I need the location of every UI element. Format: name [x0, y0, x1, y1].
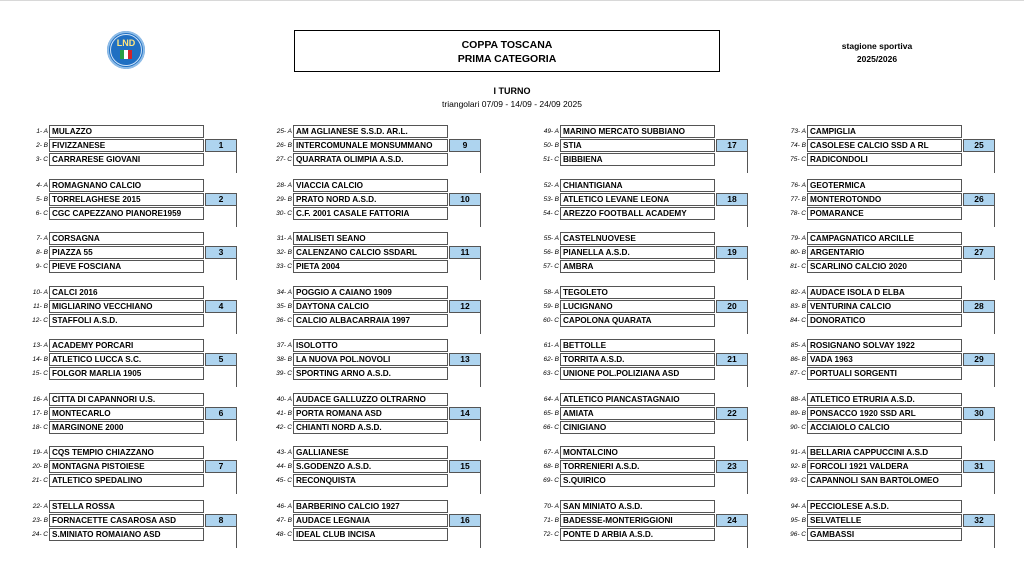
team-code: 17- B — [32, 409, 48, 417]
team-code: 40- A — [276, 395, 292, 403]
team-code: 27- C — [276, 156, 292, 163]
season-value: 2025/2026 — [856, 54, 898, 64]
group-connector-line — [236, 473, 237, 494]
group-number: 21 — [716, 353, 748, 366]
team-code: 25- A — [276, 128, 292, 135]
group-connector-line — [236, 366, 237, 387]
group-number: 6 — [205, 407, 237, 420]
team-code: 70- A — [543, 502, 559, 510]
team-code: 32- B — [276, 249, 292, 256]
team-code: 39- C — [276, 370, 292, 377]
group-number: 4 — [205, 300, 237, 313]
team-code: 34- A — [276, 288, 292, 296]
team-code: 47- B — [276, 516, 292, 524]
team-code: 79- A — [790, 235, 806, 242]
team-name: ATLETICO LEVANE LEONA — [560, 193, 715, 206]
team-name: SELVATELLE — [807, 514, 962, 527]
team-code: 51- C — [543, 156, 559, 163]
team-code: 4- A — [36, 181, 48, 189]
team-name: PRATO NORD A.S.D. — [293, 193, 448, 206]
team-name: IDEAL CLUB INCISA — [293, 528, 448, 541]
team-code: 94- A — [790, 502, 806, 510]
group-connector-line — [747, 366, 748, 387]
group-number: 16 — [449, 514, 481, 527]
team-name: TORRENIERI A.S.D. — [560, 460, 715, 473]
team-code: 77- B — [790, 195, 806, 203]
team-name: STELLA ROSSA — [49, 500, 204, 513]
team-name: VIACCIA CALCIO — [293, 179, 448, 192]
team-name: ARGENTARIO — [807, 246, 962, 259]
team-name: PIANELLA A.S.D. — [560, 246, 715, 259]
team-name: MONTEROTONDO — [807, 193, 962, 206]
group-number: 25 — [963, 139, 995, 152]
team-code: 53- B — [543, 195, 559, 203]
group-number: 2 — [205, 193, 237, 206]
team-code: 81- C — [790, 263, 806, 270]
team-name: INTERCOMUNALE MONSUMMANO — [293, 139, 448, 152]
team-name: PORTA ROMANA ASD — [293, 407, 448, 420]
team-name: MONTALCINO — [560, 446, 715, 459]
group-number: 23 — [716, 460, 748, 473]
team-code: 78- C — [790, 209, 806, 217]
group-connector-line — [994, 259, 995, 280]
team-code: 59- B — [543, 302, 559, 310]
team-code: 58- A — [543, 288, 559, 296]
team-name: ATLETICO ETRURIA A.S.D. — [807, 393, 962, 406]
team-code: 69- C — [543, 477, 559, 484]
group-connector-line — [236, 259, 237, 280]
team-code: 62- B — [543, 356, 559, 363]
team-name: CINIGIANO — [560, 421, 715, 434]
logo-text: LND — [116, 38, 136, 48]
team-name: S.MINIATO ROMAIANO ASD — [49, 528, 204, 541]
team-name: MONTAGNA PISTOIESE — [49, 460, 204, 473]
team-code: 24- C — [32, 530, 48, 538]
team-name: AUDACE LEGNAIA — [293, 514, 448, 527]
team-code: 87- C — [790, 370, 806, 377]
team-code: 28- A — [276, 181, 292, 189]
team-code: 45- C — [276, 477, 292, 484]
team-name: AM AGLIANESE S.S.D. AR.L. — [293, 125, 448, 138]
team-code: 61- A — [543, 342, 559, 349]
team-name: LUCIGNANO — [560, 300, 715, 313]
team-name: BETTOLLE — [560, 339, 715, 352]
group-connector-line — [747, 206, 748, 227]
team-code: 93- C — [790, 477, 806, 484]
group-connector-line — [747, 152, 748, 173]
team-name: CAPOLONA QUARATA — [560, 314, 715, 327]
group-connector-line — [747, 313, 748, 334]
team-code: 46- A — [276, 502, 292, 510]
team-name: ACADEMY PORCARI — [49, 339, 204, 352]
team-name: SPORTING ARNO A.S.D. — [293, 367, 448, 380]
team-name: MARGINONE 2000 — [49, 421, 204, 434]
category-title: PRIMA CATEGORIA — [457, 53, 557, 65]
group-number: 22 — [716, 407, 748, 420]
team-code: 49- A — [543, 128, 559, 135]
group-connector-line — [994, 313, 995, 334]
team-name: AMBRA — [560, 260, 715, 273]
team-name: AUDACE ISOLA D ELBA — [807, 286, 962, 299]
team-name: TORRELAGHESE 2015 — [49, 193, 204, 206]
team-code: 12- C — [32, 316, 48, 324]
team-code: 18- C — [32, 423, 48, 431]
group-connector-line — [994, 152, 995, 173]
team-code: 96- C — [790, 530, 806, 538]
team-code: 36- C — [276, 316, 292, 324]
team-name: CGC CAPEZZANO PIANORE1959 — [49, 207, 204, 220]
team-code: 85- A — [790, 342, 806, 349]
group-connector-line — [236, 313, 237, 334]
team-name: S.GODENZO A.S.D. — [293, 460, 448, 473]
group-connector-line — [480, 527, 481, 548]
team-code: 95- B — [790, 516, 806, 524]
group-connector-line — [480, 366, 481, 387]
team-name: TEGOLETO — [560, 286, 715, 299]
team-name: FORCOLI 1921 VALDERA — [807, 460, 962, 473]
team-name: ATLETICO PIANCASTAGNAIO — [560, 393, 715, 406]
team-name: PIEVE FOSCIANA — [49, 260, 204, 273]
group-connector-line — [994, 473, 995, 494]
group-number: 29 — [963, 353, 995, 366]
team-code: 83- B — [790, 302, 806, 310]
team-name: CALENZANO CALCIO SSDARL — [293, 246, 448, 259]
group-connector-line — [747, 527, 748, 548]
group-connector-line — [747, 473, 748, 494]
team-name: MIGLIARINO VECCHIANO — [49, 300, 204, 313]
group-number: 10 — [449, 193, 481, 206]
team-code: 37- A — [276, 342, 292, 349]
team-code: 54- C — [543, 209, 559, 217]
team-code: 1- A — [36, 128, 48, 135]
group-number: 18 — [716, 193, 748, 206]
team-name: POMARANCE — [807, 207, 962, 220]
season-info — [832, 40, 922, 66]
team-code: 92- B — [790, 463, 806, 470]
group-connector-line — [480, 420, 481, 441]
group-number: 9 — [449, 139, 481, 152]
team-code: 64- A — [543, 395, 559, 403]
team-name: ROMAGNANO CALCIO — [49, 179, 204, 192]
team-name: CHIANTIGIANA — [560, 179, 715, 192]
team-code: 10- A — [32, 288, 48, 296]
team-name: FORNACETTE CASAROSA ASD — [49, 514, 204, 527]
team-name: AREZZO FOOTBALL ACADEMY — [560, 207, 715, 220]
team-name: CARRARESE GIOVANI — [49, 153, 204, 166]
team-name: CALCI 2016 — [49, 286, 204, 299]
team-name: CASOLESE CALCIO SSD A RL — [807, 139, 962, 152]
group-connector-line — [994, 527, 995, 548]
team-code: 2- B — [36, 142, 48, 149]
team-code: 29- B — [276, 195, 292, 203]
group-number: 15 — [449, 460, 481, 473]
team-code: 16- A — [32, 395, 48, 403]
team-name: DONORATICO — [807, 314, 962, 327]
group-number: 31 — [963, 460, 995, 473]
italian-flag-icon — [120, 50, 132, 59]
round-dates: triangolari 07/09 - 14/09 - 24/09 2025 — [442, 99, 582, 109]
team-name: STAFFOLI A.S.D. — [49, 314, 204, 327]
group-number: 14 — [449, 407, 481, 420]
team-name: S.QUIRICO — [560, 474, 715, 487]
team-name: C.F. 2001 CASALE FATTORIA — [293, 207, 448, 220]
team-code: 26- B — [276, 142, 292, 149]
team-code: 76- A — [790, 181, 806, 189]
group-number: 19 — [716, 246, 748, 259]
team-code: 5- B — [36, 195, 48, 203]
group-connector-line — [236, 420, 237, 441]
round-title: I TURNO — [493, 86, 531, 96]
team-code: 31- A — [276, 235, 292, 242]
group-connector-line — [480, 313, 481, 334]
team-code: 20- B — [32, 463, 48, 470]
group-number: 12 — [449, 300, 481, 313]
group-connector-line — [480, 206, 481, 227]
group-connector-line — [480, 152, 481, 173]
team-code: 63- C — [543, 370, 559, 377]
team-name: GEOTERMICA — [807, 179, 962, 192]
team-code: 82- A — [790, 288, 806, 296]
top-border — [0, 0, 1024, 1]
group-number: 28 — [963, 300, 995, 313]
team-name: PONTE D ARBIA A.S.D. — [560, 528, 715, 541]
group-number: 32 — [963, 514, 995, 527]
team-code: 3- C — [35, 156, 48, 163]
team-name: MARINO MERCATO SUBBIANO — [560, 125, 715, 138]
team-name: CASTELNUOVESE — [560, 232, 715, 245]
team-code: 72- C — [543, 530, 559, 538]
team-name: ROSIGNANO SOLVAY 1922 — [807, 339, 962, 352]
team-name: CITTA DI CAPANNORI U.S. — [49, 393, 204, 406]
team-code: 60- C — [543, 316, 559, 324]
group-connector-line — [994, 366, 995, 387]
team-name: ATLETICO SPEDALINO — [49, 474, 204, 487]
competition-title: COPPA TOSCANA — [461, 39, 553, 51]
team-name: CQS TEMPIO CHIAZZANO — [49, 446, 204, 459]
team-code: 22- A — [32, 502, 48, 510]
team-code: 11- B — [32, 302, 48, 310]
group-connector-line — [236, 152, 237, 173]
team-name: SCARLINO CALCIO 2020 — [807, 260, 962, 273]
team-code: 89- B — [790, 409, 806, 417]
team-name: BARBERINO CALCIO 1927 — [293, 500, 448, 513]
team-code: 86- B — [790, 356, 806, 363]
team-code: 74- B — [790, 142, 806, 149]
group-number: 7 — [205, 460, 237, 473]
team-code: 84- C — [790, 316, 806, 324]
team-code: 7- A — [36, 235, 48, 242]
team-name: PIETA 2004 — [293, 260, 448, 273]
team-code: 48- C — [276, 530, 292, 538]
team-name: CALCIO ALBACARRAIA 1997 — [293, 314, 448, 327]
team-name: TORRITA A.S.D. — [560, 353, 715, 366]
team-name: FOLGOR MARLIA 1905 — [49, 367, 204, 380]
team-code: 38- B — [276, 356, 292, 363]
team-code: 75- C — [790, 156, 806, 163]
team-code: 55- A — [543, 235, 559, 242]
group-connector-line — [747, 420, 748, 441]
team-code: 88- A — [790, 395, 806, 403]
group-connector-line — [236, 527, 237, 548]
team-name: BIBBIENA — [560, 153, 715, 166]
team-name: ATLETICO LUCCA S.C. — [49, 353, 204, 366]
team-code: 68- B — [543, 463, 559, 470]
lnd-logo — [107, 31, 145, 69]
team-name: QUARRATA OLIMPIA A.S.D. — [293, 153, 448, 166]
team-code: 43- A — [276, 449, 292, 456]
group-connector-line — [994, 420, 995, 441]
team-name: SAN MINIATO A.S.D. — [560, 500, 715, 513]
group-connector-line — [994, 206, 995, 227]
team-name: AMIATA — [560, 407, 715, 420]
team-name: BADESSE-MONTERIGGIONI — [560, 514, 715, 527]
team-code: 6- C — [35, 209, 48, 217]
team-name: MONTECARLO — [49, 407, 204, 420]
team-code: 30- C — [276, 209, 292, 217]
team-name: MULAZZO — [49, 125, 204, 138]
team-name: PECCIOLESE A.S.D. — [807, 500, 962, 513]
team-name: VADA 1963 — [807, 353, 962, 366]
team-code: 33- C — [276, 263, 292, 270]
team-name: STIA — [560, 139, 715, 152]
group-number: 8 — [205, 514, 237, 527]
team-name: CAMPIGLIA — [807, 125, 962, 138]
team-code: 8- B — [36, 249, 48, 256]
team-code: 14- B — [32, 356, 48, 363]
group-connector-line — [480, 259, 481, 280]
team-code: 13- A — [32, 342, 48, 349]
team-name: POGGIO A CAIANO 1909 — [293, 286, 448, 299]
team-name: CORSAGNA — [49, 232, 204, 245]
team-name: ACCIAIOLO CALCIO — [807, 421, 962, 434]
team-code: 65- B — [543, 409, 559, 417]
group-number: 3 — [205, 246, 237, 259]
team-name: RECONQUISTA — [293, 474, 448, 487]
team-code: 23- B — [32, 516, 48, 524]
team-name: PORTUALI SORGENTI — [807, 367, 962, 380]
team-name: GALLIANESE — [293, 446, 448, 459]
team-code: 9- C — [35, 263, 48, 270]
team-code: 15- C — [32, 370, 48, 377]
group-number: 5 — [205, 353, 237, 366]
group-number: 11 — [449, 246, 481, 259]
team-code: 42- C — [276, 423, 292, 431]
team-code: 56- B — [543, 249, 559, 256]
team-code: 52- A — [543, 181, 559, 189]
team-code: 66- C — [543, 423, 559, 431]
team-name: RADICONDOLI — [807, 153, 962, 166]
team-name: FIVIZZANESE — [49, 139, 204, 152]
team-code: 21- C — [32, 477, 48, 484]
group-number: 20 — [716, 300, 748, 313]
team-code: 41- B — [276, 409, 292, 417]
group-connector-line — [747, 259, 748, 280]
season-label: stagione sportiva — [841, 41, 913, 51]
team-code: 67- A — [543, 449, 559, 456]
group-number: 17 — [716, 139, 748, 152]
team-code: 90- C — [790, 423, 806, 431]
team-name: PONSACCO 1920 SSD ARL — [807, 407, 962, 420]
team-name: PIAZZA 55 — [49, 246, 204, 259]
team-code: 57- C — [543, 263, 559, 270]
group-number: 13 — [449, 353, 481, 366]
group-connector-line — [236, 206, 237, 227]
group-number: 27 — [963, 246, 995, 259]
group-number: 1 — [205, 139, 237, 152]
team-name: VENTURINA CALCIO — [807, 300, 962, 313]
team-name: CAMPAGNATICO ARCILLE — [807, 232, 962, 245]
team-code: 35- B — [276, 302, 292, 310]
team-code: 80- B — [790, 249, 806, 256]
team-name: LA NUOVA POL.NOVOLI — [293, 353, 448, 366]
group-number: 26 — [963, 193, 995, 206]
team-code: 19- A — [32, 449, 48, 456]
title-box — [294, 30, 720, 72]
group-number: 24 — [716, 514, 748, 527]
team-code: 44- B — [276, 463, 292, 470]
team-name: UNIONE POL.POLIZIANA ASD — [560, 367, 715, 380]
team-code: 50- B — [543, 142, 559, 149]
team-name: CHIANTI NORD A.S.D. — [293, 421, 448, 434]
team-name: DAYTONA CALCIO — [293, 300, 448, 313]
team-code: 71- B — [543, 516, 559, 524]
team-code: 73- A — [790, 128, 806, 135]
team-code: 91- A — [790, 449, 806, 456]
group-number: 30 — [963, 407, 995, 420]
team-name: CAPANNOLI SAN BARTOLOMEO — [807, 474, 962, 487]
group-connector-line — [480, 473, 481, 494]
team-name: ISOLOTTO — [293, 339, 448, 352]
team-name: AUDACE GALLUZZO OLTRARNO — [293, 393, 448, 406]
team-name: GAMBASSI — [807, 528, 962, 541]
team-name: MALISETI SEANO — [293, 232, 448, 245]
team-name: BELLARIA CAPPUCCINI A.S.D — [807, 446, 962, 459]
